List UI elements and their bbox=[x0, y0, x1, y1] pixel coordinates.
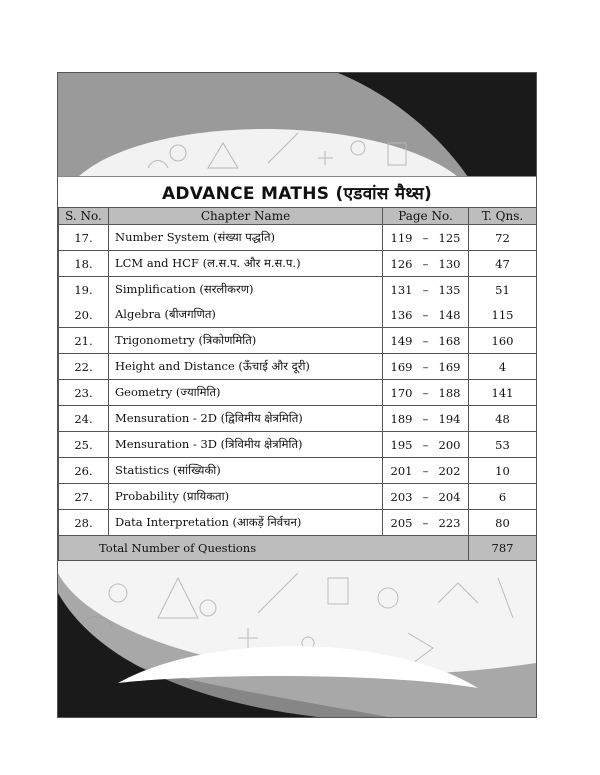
row-chapter: Trigonometry (त्रिकोणमिति) bbox=[109, 328, 383, 354]
row-chapter: Geometry (ज्यामिति) bbox=[109, 380, 383, 406]
range-dash: – bbox=[422, 282, 429, 297]
row-total-questions: 141 bbox=[469, 380, 537, 406]
row-sno: 18. bbox=[59, 251, 109, 277]
page-to: 135 bbox=[438, 282, 461, 297]
page-to: 169 bbox=[438, 359, 461, 374]
range-dash: – bbox=[422, 385, 429, 400]
page-to: 194 bbox=[438, 411, 461, 426]
range-dash: – bbox=[422, 437, 429, 452]
table-row bbox=[59, 302, 537, 328]
header-total-questions: T. Qns. bbox=[469, 208, 537, 225]
row-total-questions: 80 bbox=[469, 510, 537, 536]
page-from: 195 bbox=[390, 437, 413, 452]
range-dash: – bbox=[422, 463, 429, 478]
row-sno: 25. bbox=[59, 432, 109, 458]
header-chapter: Chapter Name bbox=[109, 208, 383, 225]
range-dash: – bbox=[422, 230, 429, 245]
table-row bbox=[59, 354, 537, 380]
row-chapter: Height and Distance (ऊँचाई और दूरी) bbox=[109, 354, 383, 380]
table-row bbox=[59, 432, 537, 458]
row-page-range bbox=[383, 251, 469, 277]
row-page-range bbox=[383, 302, 469, 328]
row-page-range bbox=[383, 406, 469, 432]
table-row bbox=[59, 328, 537, 354]
row-chapter: Statistics (सांख्यिकी) bbox=[109, 458, 383, 484]
page-to: 125 bbox=[438, 230, 461, 245]
row-sno: 19. bbox=[59, 277, 109, 303]
table-row bbox=[59, 484, 537, 510]
table-row bbox=[59, 277, 537, 303]
row-total-questions: 10 bbox=[469, 458, 537, 484]
range-dash: – bbox=[422, 489, 429, 504]
row-total-questions: 4 bbox=[469, 354, 537, 380]
row-chapter: Simplification (सरलीकरण) bbox=[109, 277, 383, 303]
range-dash: – bbox=[422, 256, 429, 271]
page-to: 200 bbox=[438, 437, 461, 452]
page-from: 131 bbox=[390, 282, 413, 297]
total-label: Total Number of Questions bbox=[59, 536, 469, 561]
row-total-questions: 48 bbox=[469, 406, 537, 432]
range-dash: – bbox=[422, 359, 429, 374]
page-to: 168 bbox=[438, 333, 461, 348]
page-from: 170 bbox=[390, 385, 413, 400]
row-chapter: Mensuration - 3D (त्रिविमीय क्षेत्रमिति) bbox=[109, 432, 383, 458]
page-from: 119 bbox=[390, 230, 413, 245]
row-total-questions: 160 bbox=[469, 328, 537, 354]
page-from: 203 bbox=[390, 489, 413, 504]
page-from: 201 bbox=[390, 463, 413, 478]
header-page: Page No. bbox=[383, 208, 469, 225]
page-to: 202 bbox=[438, 463, 461, 478]
row-page-range bbox=[383, 328, 469, 354]
row-chapter: Algebra (बीजगणित) bbox=[109, 302, 383, 328]
row-page-range bbox=[383, 380, 469, 406]
total-value: 787 bbox=[469, 536, 537, 561]
row-page-range bbox=[383, 432, 469, 458]
row-page-range bbox=[383, 510, 469, 536]
row-total-questions: 72 bbox=[469, 225, 537, 251]
total-row bbox=[59, 536, 537, 561]
table-row bbox=[59, 225, 537, 251]
table-row bbox=[59, 458, 537, 484]
row-chapter: Data Interpretation (आकड़ें निर्वचन) bbox=[109, 510, 383, 536]
row-sno: 22. bbox=[59, 354, 109, 380]
row-total-questions: 6 bbox=[469, 484, 537, 510]
row-page-range bbox=[383, 484, 469, 510]
page-from: 149 bbox=[390, 333, 413, 348]
page-to: 223 bbox=[438, 515, 461, 530]
chapter-table bbox=[58, 207, 537, 561]
table-header-row bbox=[59, 208, 537, 225]
row-chapter: LCM and HCF (ल.स.प. और म.स.प.) bbox=[109, 251, 383, 277]
page-from: 126 bbox=[390, 256, 413, 271]
row-sno: 21. bbox=[59, 328, 109, 354]
range-dash: – bbox=[422, 411, 429, 426]
row-total-questions: 53 bbox=[469, 432, 537, 458]
page-to: 188 bbox=[438, 385, 461, 400]
table-row bbox=[59, 251, 537, 277]
row-sno: 26. bbox=[59, 458, 109, 484]
row-chapter: Number System (संख्या पद्धति) bbox=[109, 225, 383, 251]
row-total-questions: 51 bbox=[469, 277, 537, 303]
page-to: 148 bbox=[438, 307, 461, 322]
row-sno: 17. bbox=[59, 225, 109, 251]
range-dash: – bbox=[422, 333, 429, 348]
header-sno: S. No. bbox=[59, 208, 109, 225]
row-chapter: Mensuration - 2D (द्विविमीय क्षेत्रमिति) bbox=[109, 406, 383, 432]
row-total-questions: 115 bbox=[469, 302, 537, 328]
page-from: 205 bbox=[390, 515, 413, 530]
table-row bbox=[59, 510, 537, 536]
row-sno: 28. bbox=[59, 510, 109, 536]
table-row bbox=[59, 406, 537, 432]
page-frame bbox=[57, 72, 537, 718]
row-page-range bbox=[383, 225, 469, 251]
section-title: ADVANCE MATHS (एडवांस मैथ्स) bbox=[58, 176, 536, 208]
row-page-range bbox=[383, 354, 469, 380]
row-page-range bbox=[383, 277, 469, 303]
row-total-questions: 47 bbox=[469, 251, 537, 277]
range-dash: – bbox=[422, 515, 429, 530]
range-dash: – bbox=[422, 307, 429, 322]
page-from: 189 bbox=[390, 411, 413, 426]
row-sno: 20. bbox=[59, 302, 109, 328]
row-sno: 23. bbox=[59, 380, 109, 406]
page-to: 204 bbox=[438, 489, 461, 504]
row-sno: 24. bbox=[59, 406, 109, 432]
page-from: 136 bbox=[390, 307, 413, 322]
table-row bbox=[59, 380, 537, 406]
row-chapter: Probability (प्रायिकता) bbox=[109, 484, 383, 510]
page-to: 130 bbox=[438, 256, 461, 271]
row-page-range bbox=[383, 458, 469, 484]
row-sno: 27. bbox=[59, 484, 109, 510]
page-from: 169 bbox=[390, 359, 413, 374]
